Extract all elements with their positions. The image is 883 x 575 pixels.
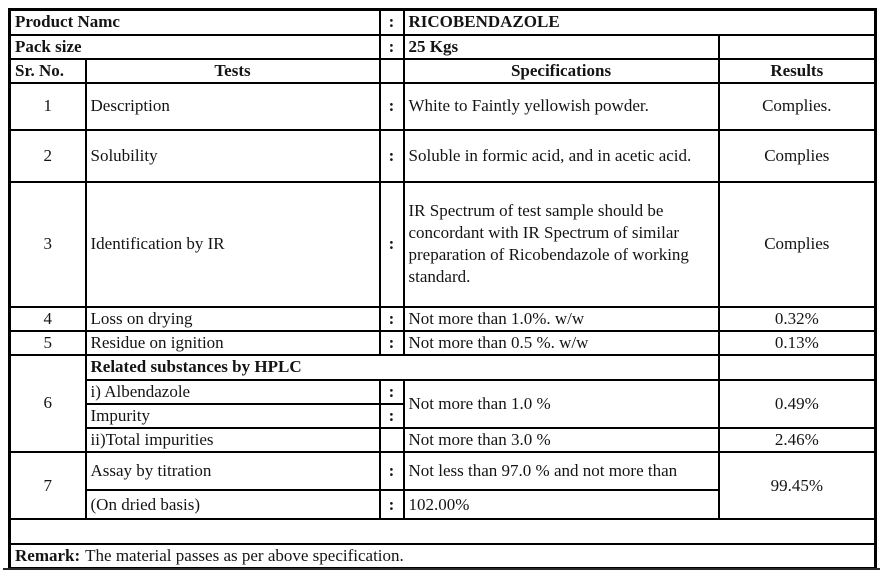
header-tests: Tests <box>86 59 380 83</box>
header-colon-empty-cell <box>380 59 404 83</box>
table-row <box>10 307 876 331</box>
row6-sr-no: 6 <box>10 355 86 452</box>
table-subrow <box>10 380 876 404</box>
table-row <box>10 331 876 355</box>
row7-line1-spec: Not less than 97.0 % and not more than <box>404 452 719 490</box>
pack-size-row <box>10 35 876 59</box>
table-subrow <box>10 428 876 452</box>
header-specifications: Specifications <box>404 59 719 83</box>
table-row <box>10 83 876 130</box>
table-row-group-header <box>10 355 876 380</box>
row1-result: Complies. <box>719 83 876 130</box>
row5-sr-no: 5 <box>10 331 86 355</box>
row6-sub1-test: i) Albendazole <box>86 380 380 404</box>
product-name-value: RICOBENDAZOLE <box>404 10 876 35</box>
row3-test: Identification by IR <box>86 182 380 307</box>
row4-sr-no: 4 <box>10 307 86 331</box>
row7-sr-no: 7 <box>10 452 86 519</box>
row6-group-empty-result-cell <box>719 355 876 380</box>
header-results: Results <box>719 59 876 83</box>
row7-line2-spec: 102.00% <box>404 490 719 519</box>
row3-sr-no: 3 <box>10 182 86 307</box>
table-row <box>10 182 876 307</box>
row7-line2-colon: : <box>380 490 404 519</box>
remark-row <box>10 544 876 569</box>
row4-spec: Not more than 1.0%. w/w <box>404 307 719 331</box>
row4-result: 0.32% <box>719 307 876 331</box>
row5-result: 0.13% <box>719 331 876 355</box>
coa-table <box>8 8 877 570</box>
row4-colon: : <box>380 307 404 331</box>
row7-result: 99.45% <box>719 452 876 519</box>
row7-line1-test: Assay by titration <box>86 452 380 490</box>
row6-group-title: Related substances by HPLC <box>86 355 719 380</box>
pack-size-value: 25 Kgs <box>404 35 719 59</box>
table-header-row <box>10 59 876 83</box>
row2-test: Solubility <box>86 130 380 182</box>
row2-colon: : <box>380 130 404 182</box>
empty-spacer-row <box>10 519 876 544</box>
product-name-colon: : <box>380 10 404 35</box>
row7-line1-colon: : <box>380 452 404 490</box>
row1-test: Description <box>86 83 380 130</box>
row6-sub3-result: 2.46% <box>719 428 876 452</box>
row6-sub3-colon-empty-cell <box>380 428 404 452</box>
page-bottom-edge-line <box>3 568 880 570</box>
row5-colon: : <box>380 331 404 355</box>
row1-sr-no: 1 <box>10 83 86 130</box>
row3-spec: IR Spectrum of test sample should be concordant with IR Spectrum of similar preparation of Ricobendazole of working standard. <box>404 182 719 307</box>
row6-sub12-result: 0.49% <box>719 380 876 428</box>
row6-sub3-spec: Not more than 3.0 % <box>404 428 719 452</box>
row5-test: Residue on ignition <box>86 331 380 355</box>
remark-text: The material passes as per above specification. <box>85 546 404 566</box>
row2-spec: Soluble in formic acid, and in acetic acid. <box>404 130 719 182</box>
row6-sub3-test: ii)Total impurities <box>86 428 380 452</box>
row1-spec: White to Faintly yellowish powder. <box>404 83 719 130</box>
table-row <box>10 130 876 182</box>
row5-spec: Not more than 0.5 %. w/w <box>404 331 719 355</box>
row2-result: Complies <box>719 130 876 182</box>
pack-size-label: Pack size <box>10 35 380 59</box>
product-name-label: Product Namc <box>10 10 380 35</box>
row6-sub2-colon: : <box>380 404 404 428</box>
table-row <box>10 452 876 490</box>
pack-size-colon: : <box>380 35 404 59</box>
remark-label: Remark: <box>15 546 81 566</box>
row3-result: Complies <box>719 182 876 307</box>
row6-sub12-spec: Not more than 1.0 % <box>404 380 719 428</box>
remark-cell <box>10 544 876 569</box>
pack-size-empty-result-cell <box>719 35 876 59</box>
row3-colon: : <box>380 182 404 307</box>
header-sr-no: Sr. No. <box>10 59 86 83</box>
product-name-row <box>10 10 876 35</box>
empty-spacer-cell <box>10 519 876 544</box>
row6-sub2-test: Impurity <box>86 404 380 428</box>
row1-colon: : <box>380 83 404 130</box>
row7-line2-test: (On dried basis) <box>86 490 380 519</box>
row2-sr-no: 2 <box>10 130 86 182</box>
row6-sub1-colon: : <box>380 380 404 404</box>
row4-test: Loss on drying <box>86 307 380 331</box>
